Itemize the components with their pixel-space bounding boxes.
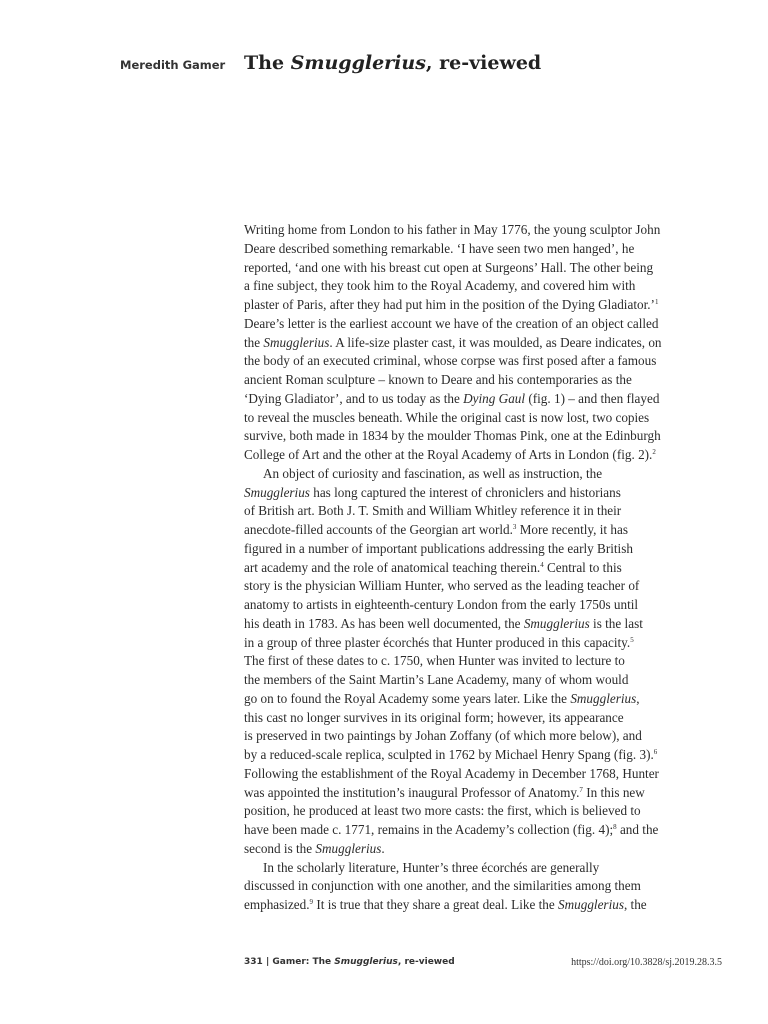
- footnote-ref[interactable]: 9: [309, 898, 314, 906]
- text-segment: Deare’s letter is the earliest account we have of the creation of an object called: [244, 315, 659, 331]
- body-line: [244, 671, 724, 690]
- text-segment: It is true that they share a great deal. Like the: [313, 897, 559, 912]
- footer-title-italic: Smugglerius: [334, 957, 398, 967]
- title-suffix: , re-viewed: [425, 52, 542, 74]
- body-line: [244, 709, 724, 728]
- footnote-ref[interactable]: 5: [630, 635, 634, 644]
- body-line: [244, 634, 724, 653]
- body-line: [244, 427, 724, 446]
- body-line: [244, 540, 724, 559]
- footer-separator: |: [265, 957, 270, 967]
- text-segment: An object of curiosity and fascination, as well as instruction, the: [263, 465, 603, 481]
- text-segment: More recently, it has: [516, 522, 628, 537]
- body-line: [244, 859, 724, 878]
- text-segment: is the last: [589, 615, 643, 631]
- body-line: [244, 240, 724, 259]
- body-line: [244, 352, 724, 371]
- text-segment: this cast no longer survives in its original form; however, its appearance: [244, 709, 624, 725]
- body-line: [244, 896, 724, 915]
- italic-text: Smugglerius: [315, 840, 382, 856]
- text-segment: reported, ‘and one with his breast cut open at Surgeons’ Hall. The other being: [244, 259, 654, 275]
- body-line: [244, 315, 724, 334]
- text-segment: the: [244, 334, 264, 350]
- text-segment: Following the establishment of the Royal Academy in December 1768, Hunter: [244, 765, 659, 781]
- body-line: [244, 690, 724, 709]
- body-line: [244, 446, 724, 465]
- text-segment: Deare described something remarkable. ‘I have seen two men hanged’, he: [244, 240, 635, 256]
- text-segment: was appointed the institution’s inaugural Professor of Anatomy.: [244, 784, 580, 800]
- body-line: [244, 371, 724, 390]
- text-segment: Central to this: [543, 559, 622, 575]
- body-line: [244, 559, 724, 578]
- body-line: [244, 652, 724, 671]
- text-segment: . A life-size plaster cast, it was moulded, as Deare indicates, on: [329, 334, 662, 350]
- text-segment: In the scholarly literature, Hunter’s three écorchés are generally: [263, 859, 600, 875]
- article-body: [244, 221, 724, 915]
- body-line: [244, 277, 724, 296]
- text-segment: ,: [636, 690, 640, 706]
- italic-text: Smugglerius: [570, 690, 637, 706]
- text-segment: College of Art and the other at the Royal Academy of Arts in London (fig. 2).: [244, 447, 653, 462]
- text-segment: figured in a number of important publications addressing the early British: [244, 540, 633, 556]
- text-segment: go on to found the Royal Academy some years later. Like the: [244, 690, 571, 706]
- text-segment: of British art. Both J. T. Smith and William Whitley reference it in their: [244, 503, 622, 519]
- article-title: [244, 52, 541, 74]
- text-segment: anatomy to artists in eighteenth-century London from the early 1750s until: [244, 597, 639, 612]
- text-segment: emphasized.: [244, 897, 310, 912]
- text-segment: story is the physician William Hunter, who served as the leading teacher of: [244, 578, 640, 594]
- body-line: [244, 465, 724, 484]
- text-segment: (fig. 1) – and then flayed: [525, 390, 660, 406]
- text-segment: .: [381, 840, 385, 856]
- text-segment: position, he produced at least two more casts: the first, which is believed to: [244, 803, 641, 819]
- body-line: [244, 577, 724, 596]
- italic-text: Smugglerius: [523, 615, 590, 631]
- footnote-ref[interactable]: 3: [512, 523, 517, 531]
- doi-link[interactable]: https://doi.org/10.3828/sj.2019.28.3.5: [571, 957, 722, 968]
- body-line: [244, 877, 724, 896]
- body-line: [244, 221, 724, 240]
- text-segment: and the: [616, 822, 659, 837]
- footer-title-suffix: , re-viewed: [397, 957, 455, 967]
- text-segment: In this new: [582, 784, 645, 800]
- text-segment: a fine subject, they took him to the Royal Academy, and covered him with: [244, 278, 636, 294]
- footer-running-head: [244, 957, 455, 967]
- body-line: [244, 746, 724, 765]
- footnote-ref[interactable]: 4: [540, 560, 544, 569]
- text-segment: is preserved in two paintings by Johan Zoffany (of which more below), and: [244, 728, 642, 744]
- body-line: [244, 840, 724, 859]
- body-line: [244, 502, 724, 521]
- footnote-ref[interactable]: 7: [579, 785, 583, 794]
- text-segment: art academy and the role of anatomical teaching therein.: [244, 559, 541, 575]
- italic-text: Smugglerius: [558, 897, 624, 912]
- text-segment: second is the: [244, 840, 316, 856]
- body-line: [244, 484, 724, 503]
- text-segment: Writing home from London to his father in May 1776, the young sculptor John: [244, 222, 661, 237]
- text-segment: have been made c. 1771, remains in the Academy’s collection (fig. 4);: [244, 822, 614, 837]
- footnote-ref[interactable]: 6: [653, 748, 658, 756]
- text-segment: his death in 1783. As has been well documented, the: [244, 615, 524, 631]
- italic-text: Smugglerius: [263, 334, 330, 350]
- text-segment: , the: [623, 897, 647, 912]
- body-line: [244, 296, 724, 315]
- body-line: [244, 390, 724, 409]
- text-segment: The first of these dates to c. 1750, when Hunter was invited to lecture to: [244, 653, 625, 669]
- body-line: [244, 409, 724, 428]
- running-author: Meredith Gamer: [120, 58, 226, 72]
- text-segment: ancient Roman sculpture – known to Deare and his contemporaries as the: [244, 372, 632, 387]
- body-line: [244, 521, 724, 540]
- body-line: [244, 802, 724, 821]
- footnote-ref[interactable]: 2: [652, 448, 656, 456]
- italic-text: Dying Gaul: [463, 390, 526, 406]
- text-segment: by a reduced-scale replica, sculpted in 1762 by Michael Henry Spang (fig. 3).: [244, 747, 654, 762]
- body-line: [244, 727, 724, 746]
- title-italic: Smugglerius: [290, 52, 426, 74]
- footer-title-prefix: Gamer: The: [272, 957, 335, 967]
- page-number: 331: [244, 957, 263, 967]
- footnote-ref[interactable]: 1: [654, 298, 659, 306]
- text-segment: in a group of three plaster écorchés that Hunter produced in this capacity.: [244, 634, 631, 650]
- body-line: [244, 334, 724, 353]
- body-line: [244, 596, 724, 615]
- text-segment: ‘Dying Gladiator’, and to us today as the: [244, 390, 464, 406]
- footnote-ref[interactable]: 8: [613, 823, 617, 831]
- text-segment: has long captured the interest of chroniclers and historians: [309, 484, 621, 500]
- text-segment: plaster of Paris, after they had put him in the position of the Dying Gladiator.’: [244, 297, 655, 312]
- body-line: [244, 784, 724, 803]
- title-prefix: The: [244, 52, 291, 74]
- body-line: [244, 615, 724, 634]
- italic-text: Smugglerius: [244, 484, 310, 500]
- text-segment: the body of an executed criminal, whose corpse was first posed after a famous: [244, 353, 657, 369]
- body-line: [244, 821, 724, 840]
- text-segment: to reveal the muscles beneath. While the original cast is now lost, two copies: [244, 409, 650, 425]
- text-segment: survive, both made in 1834 by the moulder Thomas Pink, one at the Edinburgh: [244, 428, 661, 444]
- body-line: [244, 765, 724, 784]
- text-segment: discussed in conjunction with one another, and the similarities among them: [244, 878, 641, 894]
- body-line: [244, 259, 724, 278]
- text-segment: the members of the Saint Martin’s Lane Academy, many of whom would: [244, 672, 629, 687]
- text-segment: anecdote-filled accounts of the Georgian art world.: [244, 522, 513, 537]
